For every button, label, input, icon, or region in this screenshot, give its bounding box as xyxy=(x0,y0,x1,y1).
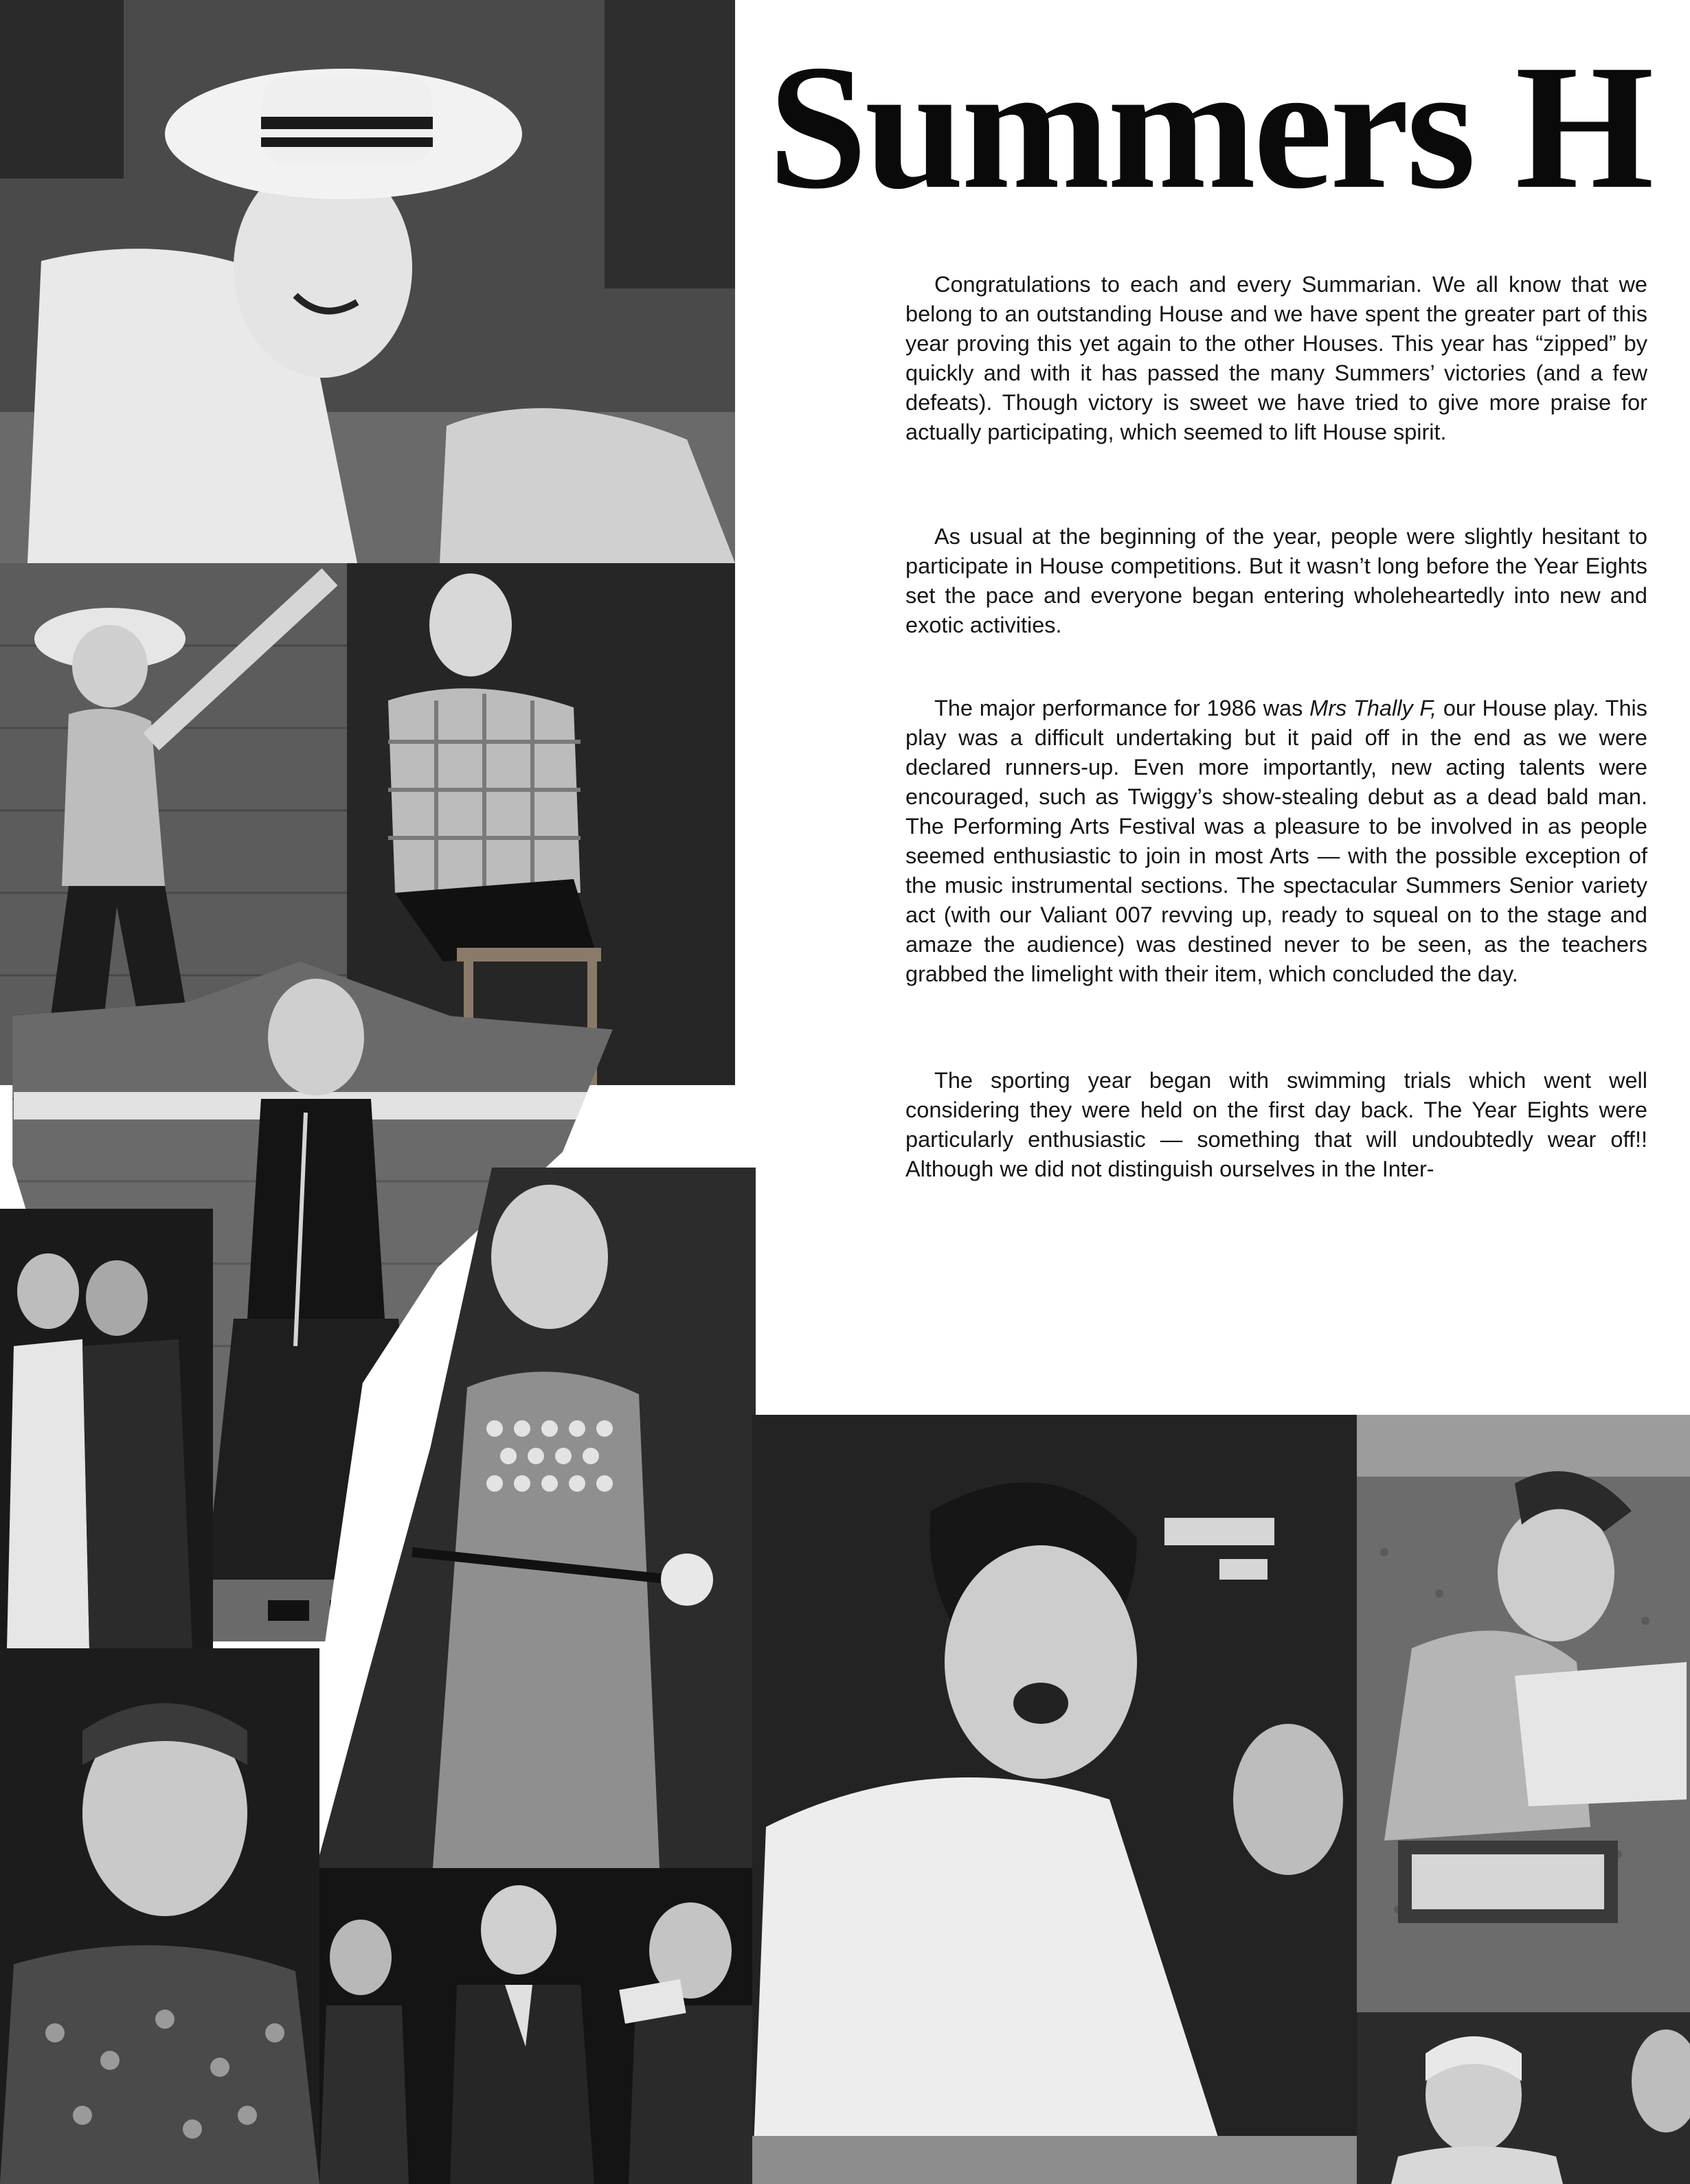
play-title: Mrs Thally F, xyxy=(1309,696,1437,720)
paragraph-text-after: our House play. This play was a difficult undertaking but it paid off in the end as we were declared runners-up. Even more importantly, new acting talents were encouraged, such as Twiggy’s show-stealing debut as a dead bald man. The Performing Arts Festival was a pleasure to be involved in as people seemed enthusiastic to join in most Arts — with the possible exception of the music instrumental sections. The spectacular Summers Senior variety act (with our Valiant 007 revving up, ready to squeal on to the stage and amaze the audience) was destined never to be seen, as the teachers grabbed the limelight with their item, which concluded the day. xyxy=(905,696,1648,986)
article-paragraph-3 xyxy=(905,694,1647,989)
paragraph-text: The sporting year began with swimming trials which went well considering they were held on the first day back. The Year Eights were particularly enthusiastic — something that will undoubtedly wear off!! Although we did not distinguish ourselves in the Inter- xyxy=(905,1068,1647,1181)
article-paragraph-1 xyxy=(905,270,1647,447)
paragraph-text-before: The major performance for 1986 was xyxy=(934,696,1310,720)
page-title: Summers H xyxy=(768,28,1652,226)
photo-two-girls xyxy=(0,1209,213,1648)
paragraph-text: Congratulations to each and every Summarian. We all know that we belong to an outstanding House and we have spent the greater part of this year proving this yet again to the other Houses. This year has “zipped” by quickly and with it has passed the many Summers’ victories (and a few defeats). Though victory is sweet we have tried to give more praise for actually participating, which seemed to lift House spirit. xyxy=(905,272,1647,444)
photo-laughing-boy xyxy=(752,1415,1357,2184)
photo-girl-in-boater-hat xyxy=(0,0,735,563)
photo-three-boys-uniform xyxy=(319,1868,752,2184)
photo-girl-looking-up xyxy=(0,1648,319,2184)
article-paragraph-4 xyxy=(905,1066,1647,1184)
paragraph-text: As usual at the beginning of the year, people were slightly hesitant to participate in House competitions. But it wasn’t long before the Year Eights set the pace and everyone began entering wholeheartedly into new and exotic activities. xyxy=(905,524,1647,637)
article-paragraph-2 xyxy=(905,522,1647,640)
photo-girl-sketching-outdoors xyxy=(1357,1415,1690,2012)
photo-girls-laughing xyxy=(1357,2012,1690,2184)
